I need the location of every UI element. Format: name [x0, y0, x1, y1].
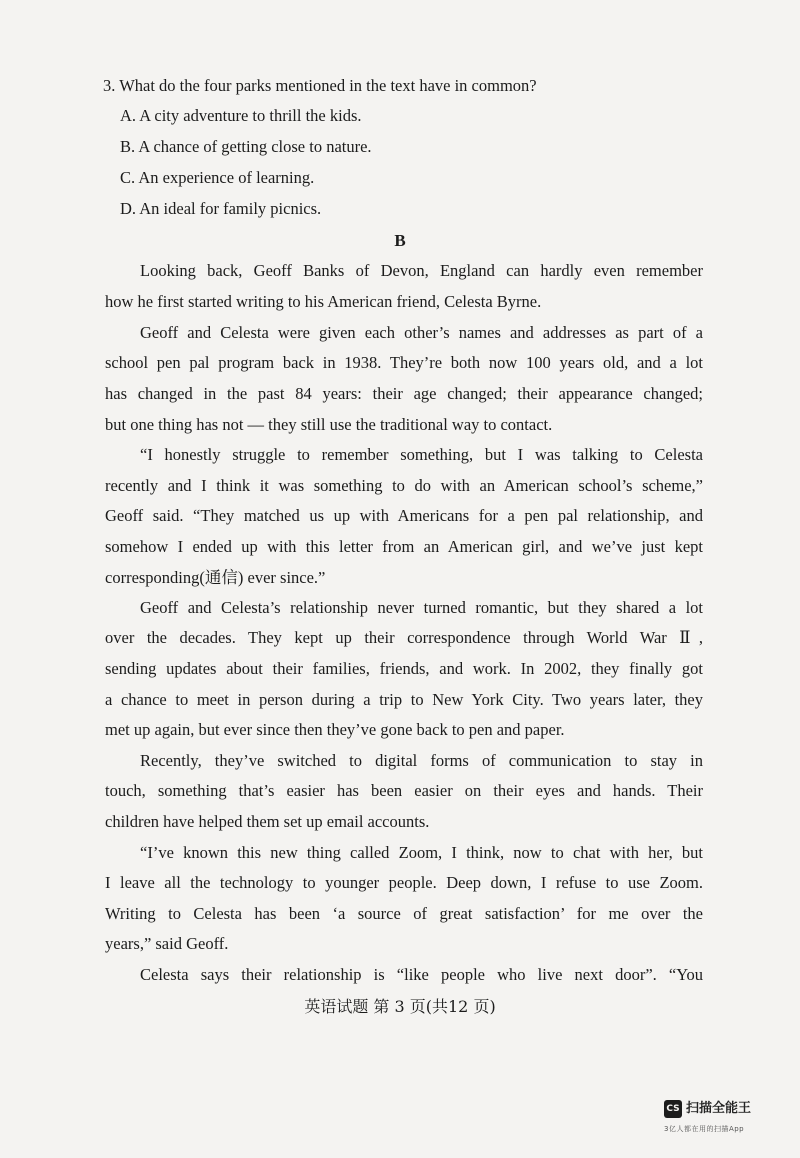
watermark-title: 扫描全能王	[686, 1101, 752, 1116]
passage-line: sending updates about their families, friends, and work. In 2002, they finally got	[105, 659, 703, 678]
passage-line: Writing to Celesta has been ‘a source of great satisfaction’ for me over the	[105, 904, 703, 923]
scanner-watermark	[664, 1100, 784, 1140]
option-b: B. A chance of getting close to nature.	[120, 137, 372, 156]
passage-line: “I honestly struggle to remember something, but I was talking to Celesta	[140, 445, 703, 464]
passage-line: somehow I ended up with this letter from an American girl, and we’ve just kept	[105, 537, 703, 556]
passage-line: Geoff and Celesta were given each other’s names and addresses as part of a	[140, 323, 703, 342]
option-d: D. An ideal for family picnics.	[120, 199, 322, 218]
passage-line: “I’ve known this new thing called Zoom, I think, now to chat with her, but	[140, 843, 703, 862]
camscanner-logo-icon: CS	[664, 1100, 682, 1118]
passage-line: I leave all the technology to younger people. Deep down, I refuse to use Zoom.	[105, 873, 703, 892]
passage-line: school pen pal program back in 1938. They’re both now 100 years old, and a lot	[105, 353, 703, 372]
option-c: C. An experience of learning.	[120, 168, 315, 187]
passage-line: Recently, they’ve switched to digital forms of communication to stay in	[140, 751, 703, 770]
question-stem: 3. What do the four parks mentioned in the text have in common?	[103, 76, 537, 95]
passage-line: has changed in the past 84 years: their age changed; their appearance changed;	[105, 384, 703, 403]
passage-line: Celesta says their relationship is “like people who live next door”. “You	[140, 965, 703, 984]
passage-line: a chance to meet in person during a trip to New York City. Two years later, they	[105, 690, 703, 709]
passage-line: children have helped them set up email accounts.	[105, 812, 430, 831]
passage-line: touch, something that’s easier has been easier on their eyes and hands. Their	[105, 781, 703, 800]
passage-line: how he first started writing to his American friend, Celesta Byrne.	[105, 292, 542, 311]
passage-line: recently and I think it was something to do with an American school’s scheme,”	[105, 476, 703, 495]
passage-line: corresponding(通信) ever since.”	[105, 568, 326, 587]
passage-line: Geoff said. “They matched us up with Americans for a pen pal relationship, and	[105, 506, 703, 525]
watermark-subtitle: 3亿人都在用的扫描App	[664, 1125, 745, 1133]
passage-line: over the decades. They kept up their correspondence through World War Ⅱ,	[105, 628, 703, 647]
passage-line: Geoff and Celesta’s relationship never turned romantic, but they shared a lot	[140, 598, 703, 617]
option-a: A. A city adventure to thrill the kids.	[120, 106, 362, 125]
passage-line: years,” said Geoff.	[105, 934, 229, 953]
page-footer: 英语试题 第 3 页(共12 页)	[304, 997, 496, 1016]
passage-line: met up again, but ever since then they’ve gone back to pen and paper.	[105, 720, 565, 739]
section-label: B	[394, 231, 406, 250]
passage-line: Looking back, Geoff Banks of Devon, England can hardly even remember	[140, 261, 703, 280]
passage-line: but one thing has not — they still use the traditional way to contact.	[105, 415, 553, 434]
